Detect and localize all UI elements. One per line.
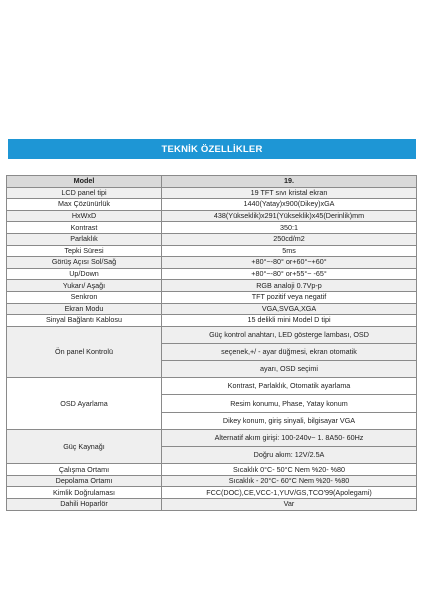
table-row (7, 487, 417, 499)
spec-value: RGB analoji 0.7Vp-p (162, 280, 417, 292)
spec-value: Sıcaklık - 20°C- 60°C Nem %20- %80 (162, 475, 417, 487)
spec-label: LCD panel tipi (7, 187, 162, 199)
spec-value: 350:1 (162, 222, 417, 234)
table-row (7, 257, 417, 269)
spec-value: Resim konumu, Phase, Yatay konum (162, 395, 417, 412)
spec-label: Dahili Hoparlör (7, 499, 162, 511)
spec-label: Tepki Süresi (7, 245, 162, 257)
table-row (7, 222, 417, 234)
table-row (7, 187, 417, 199)
spec-value: Güç kontrol anahtarı, LED gösterge lambası, OSD (162, 326, 417, 343)
spec-value: Alternatif akım girişi: 100-240v~ 1. 8A50- 60Hz (162, 429, 417, 446)
spec-label: Depolama Ortamı (7, 475, 162, 487)
spec-label: Max Çözünürlük (7, 199, 162, 211)
table-row (7, 464, 417, 476)
spec-value: Kontrast, Parlaklık, Otomatik ayarlama (162, 378, 417, 395)
spec-label: Güç Kaynağı (7, 429, 162, 463)
table-row (7, 429, 417, 446)
table-row (7, 326, 417, 343)
table-row (7, 378, 417, 395)
spec-label: Up/Down (7, 268, 162, 280)
spec-label: OSD Ayarlama (7, 378, 162, 430)
spec-label: HxWxD (7, 210, 162, 222)
spec-value: seçenek,+/ - ayar düğmesi, ekran otomatik (162, 343, 417, 360)
spec-value: 5ms (162, 245, 417, 257)
spec-label: Çalışma Ortamı (7, 464, 162, 476)
spec-label: Sinyal Bağlantı Kablosu (7, 315, 162, 327)
spec-label: Yukarı/ Aşağı (7, 280, 162, 292)
header-value: 19. (162, 176, 417, 188)
spec-value: +80°~-80° or+60°~+60° (162, 257, 417, 269)
spec-value: 19 TFT sıvı kristal ekran (162, 187, 417, 199)
spec-label: Parlaklık (7, 233, 162, 245)
table-row (7, 303, 417, 315)
spec-value: Dikey konum, giriş sinyali, bilgisayar VGA (162, 412, 417, 429)
spec-value: Doğru akım: 12V/2.5A (162, 447, 417, 464)
spec-value: Sıcaklık 0°C- 50°C Nem %20- %80 (162, 464, 417, 476)
spec-label: Kontrast (7, 222, 162, 234)
spec-label: Görüş Açısı Sol/Sağ (7, 257, 162, 269)
table-row (7, 475, 417, 487)
header-label: Model (7, 176, 162, 188)
spec-label: Ekran Modu (7, 303, 162, 315)
table-row (7, 315, 417, 327)
spec-value: VGA,SVGA,XGA (162, 303, 417, 315)
spec-value: 1440(Yatay)x900(Dikey)xGA (162, 199, 417, 211)
section-title: TEKNİK ÖZELLİKLER (161, 143, 263, 155)
spec-value: TFT pozitif veya negatif (162, 291, 417, 303)
section-title-banner (8, 139, 416, 159)
spec-value: +80°~-80° or+55°~ -65° (162, 268, 417, 280)
table-row (7, 245, 417, 257)
table-header-row (7, 176, 417, 188)
spec-value: 438(Yükseklik)x291(Yükseklik)x45(Derinlik)mm (162, 210, 417, 222)
spec-value: 15 delikli mini Model D tipi (162, 315, 417, 327)
table-row (7, 233, 417, 245)
spec-label: Ön panel Kontrolü (7, 326, 162, 378)
spec-table (6, 175, 417, 511)
spec-value: FCC(DOC),CE,VCC-1,YUV/GS,TCO'99(Apolegami) (162, 487, 417, 499)
spec-value: Var (162, 499, 417, 511)
table-row (7, 210, 417, 222)
table-row (7, 291, 417, 303)
table-row (7, 199, 417, 211)
table-row (7, 499, 417, 511)
spec-label: Kimlik Doğrulaması (7, 487, 162, 499)
table-row (7, 268, 417, 280)
spec-label: Senkron (7, 291, 162, 303)
spec-value: ayarı, OSD seçimi (162, 361, 417, 378)
table-row (7, 280, 417, 292)
spec-value: 250cd/m2 (162, 233, 417, 245)
